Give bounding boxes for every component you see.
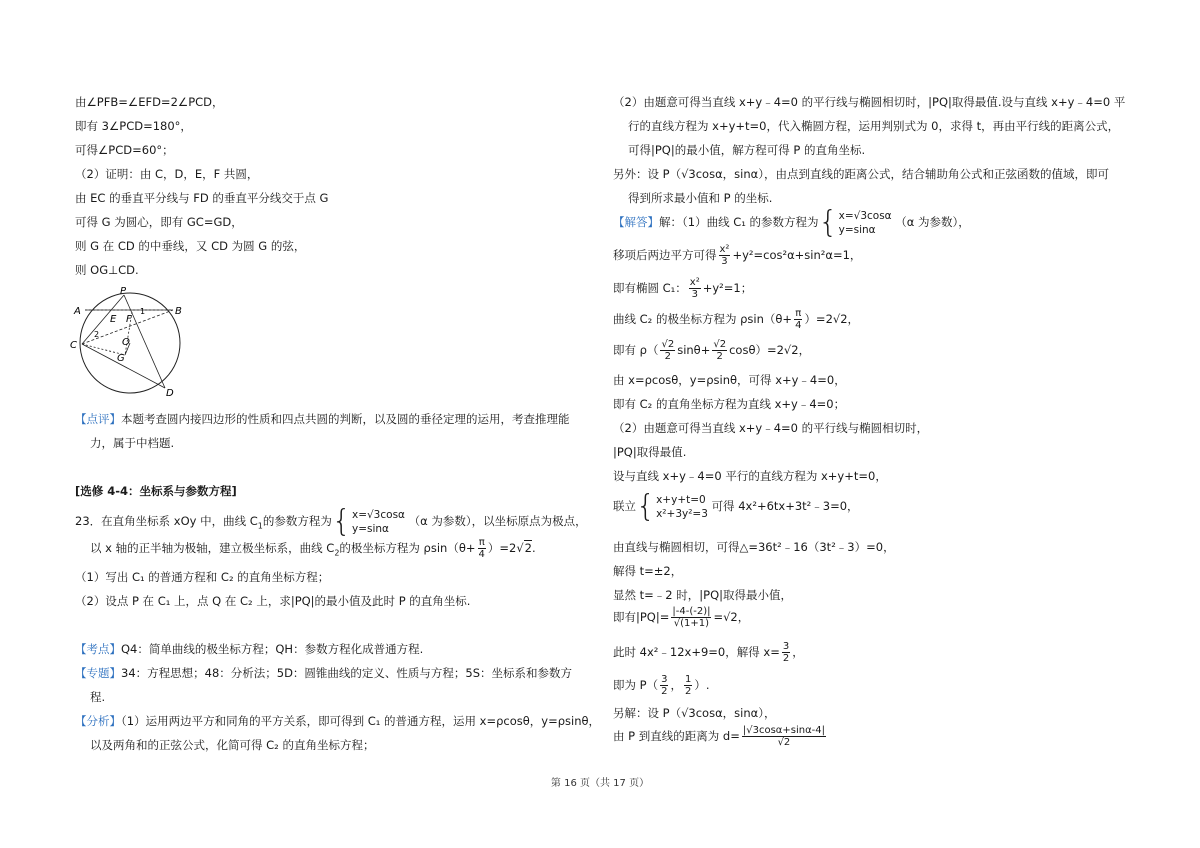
zhuanti-line: 【专题】34：方程思想；48：分析法；5D：圆锥曲线的定义、性质与方程；5S：坐标系和参数方 (75, 666, 573, 680)
text-line: 程. (90, 690, 106, 704)
text-line: 由 EC 的垂直平分线与 FD 的垂直平分线交于点 G (75, 191, 329, 205)
label-p: P (120, 286, 127, 297)
text-line: （2）由题意可得当直线 x+y﹣4=0 的平行线与椭圆相切时，|PQ|取得最值.设与直线 x+y﹣4=0 平 (613, 95, 1126, 109)
comment-tag: 【点评】 (75, 412, 121, 426)
geometry-figure (70, 285, 190, 400)
text-line: 由 P 到直线的距离为 d= $\frac{|√3\cos\alpha+\sin\alpha-4|}{√2}$ (613, 725, 826, 748)
fenxi-line: 【分析】（1）运用两边平方和同角的平方关系，即可得到 C₁ 的普通方程，运用 x=ρcosθ，y=ρsinθ， (75, 714, 601, 728)
label-g: G (117, 353, 125, 364)
text-line: 得到所求最小值和 P 的坐标. (628, 191, 773, 205)
text-line: 由∠PFB=∠EFD=2∠PCD， (75, 95, 224, 109)
text-line: 行的直线方程为 x+y+t=0，代入椭圆方程，运用判别式为 0，求得 t，再由平行线的距离公式， (628, 119, 1120, 133)
text-line: 可得 G 为圆心，即有 GC=GD， (75, 215, 243, 229)
answer-line: 【解答】解：（1）曲线 C₁ 的参数方程为{x=√3cosα y=sinα （α 为参数）， (613, 204, 970, 240)
label-f: F (126, 314, 132, 325)
question-line: 23．在直角坐标系 xOy 中，曲线 $C_1$的参数方程为{x=√3cosα y=sinα （α 为参数），以坐标原点为极点， (75, 503, 587, 539)
section-heading: [选修 4-4：坐标系与参数方程] (75, 484, 237, 498)
text-line: 显然 t=﹣2 时，|PQ|取得最小值， (613, 588, 793, 602)
text-line: 另外：设 P（√3cosα，sinα），由点到直线的距离公式，结合辅助角公式和正弦函数的值域，即可 (613, 167, 1109, 181)
text-line: 另解：设 P（√3cosα，sinα）， (613, 706, 776, 720)
label-a: A (74, 306, 81, 317)
text-line: （2）设点 P 在 C₁ 上，点 Q 在 C₂ 上，求|PQ|的最小值及此时 P 的直角坐标. (75, 594, 471, 608)
text-line: 即有椭圆 C₁： $\frac{\text{x²}}{3}$ +y²=1； (613, 277, 753, 300)
label-b: B (175, 306, 182, 317)
question-line: 以 x 轴的正半轴为极轴，建立极坐标系，曲线 $C_2$的极坐标方程为 ρsin（θ+ $\frac{\pi}{4}$ ）=2√2. (90, 537, 536, 560)
text-line: 此时 4x²﹣12x+9=0，解得 x= $\frac{3}{2}$ ， (613, 641, 804, 664)
text-line: 以及两角和的正弦公式，化简可得 C₂ 的直角坐标方程； (90, 738, 375, 752)
text-line: 则 OG⊥CD. (75, 263, 139, 277)
label-angle-2: 2 (94, 330, 100, 339)
kaodian-line: 【考点】Q4：简单曲线的极坐标方程；QH：参数方程化成普通方程. (75, 642, 424, 656)
text-line: 即有 ρ（ $\frac{√2}{2}$ sinθ+ $\frac{√2}{2}$ cosθ）=2√2， (613, 339, 811, 362)
text-line: |PQ|取得最值. (613, 445, 687, 459)
label-o: O (122, 337, 130, 348)
text-line: 联立{x+y+t=0 x²+3y²=3 可得 4x²+6tx+3t²﹣3=0， (613, 488, 859, 524)
text-line: 即有 3∠PCD=180°， (75, 119, 192, 133)
text-line: 设与直线 x+y﹣4=0 平行的直线方程为 x+y+t=0， (613, 469, 887, 483)
text-line: 曲线 C₂ 的极坐标方程为 ρsin（θ+ $\frac{\pi}{4}$ ）=2√2， (613, 308, 860, 331)
text-line: 力，属于中档题. (90, 436, 175, 450)
text-line: 即为 P（ $\frac{3}{2}$ ， $\frac{1}{2}$ ）. (613, 674, 710, 697)
label-angle-1: 1 (140, 307, 146, 316)
text-line: 由直线与椭圆相切，可得△=36t²﹣16（3t²﹣3）=0， (613, 540, 895, 554)
text-line: （2）由题意可得当直线 x+y﹣4=0 的平行线与椭圆相切时， (613, 421, 929, 435)
label-c: C (70, 340, 77, 351)
text-line: 可得∠PCD=60°； (75, 143, 174, 157)
text-line: （1）写出 C₁ 的普通方程和 C₂ 的直角坐标方程； (75, 570, 330, 584)
text-line: 可得|PQ|的最小值，解方程可得 P 的直角坐标. (628, 143, 866, 157)
page-footer: 第 16 页（共 17 页） (550, 778, 650, 789)
text-line: 即有 C₂ 的直角坐标方程为直线 x+y﹣4=0； (613, 397, 846, 411)
label-d: D (166, 388, 174, 399)
text-line: 移项后两边平方可得 $\frac{\text{x²}}{3}$ +y²=cos²α+sin²α=1， (613, 244, 862, 267)
text-line: 由 x=ρcosθ，y=ρsinθ，可得 x+y﹣4=0， (613, 373, 846, 387)
label-e: E (110, 314, 117, 325)
comment-line: 【点评】本题考查圆内接四边形的性质和四点共圆的判断，以及圆的垂径定理的运用，考查推理能 (75, 412, 570, 426)
text-line: 则 G 在 CD 的中垂线，又 CD 为圆 G 的弦， (75, 239, 306, 253)
text-line: （2）证明：由 C，D，E，F 共圆， (75, 167, 259, 181)
text-line: 即有|PQ|= $\frac{|-4-(-2)|}{√(1+1)}$ =√2， (613, 606, 750, 629)
text-line: 解得 t=±2， (613, 564, 683, 578)
